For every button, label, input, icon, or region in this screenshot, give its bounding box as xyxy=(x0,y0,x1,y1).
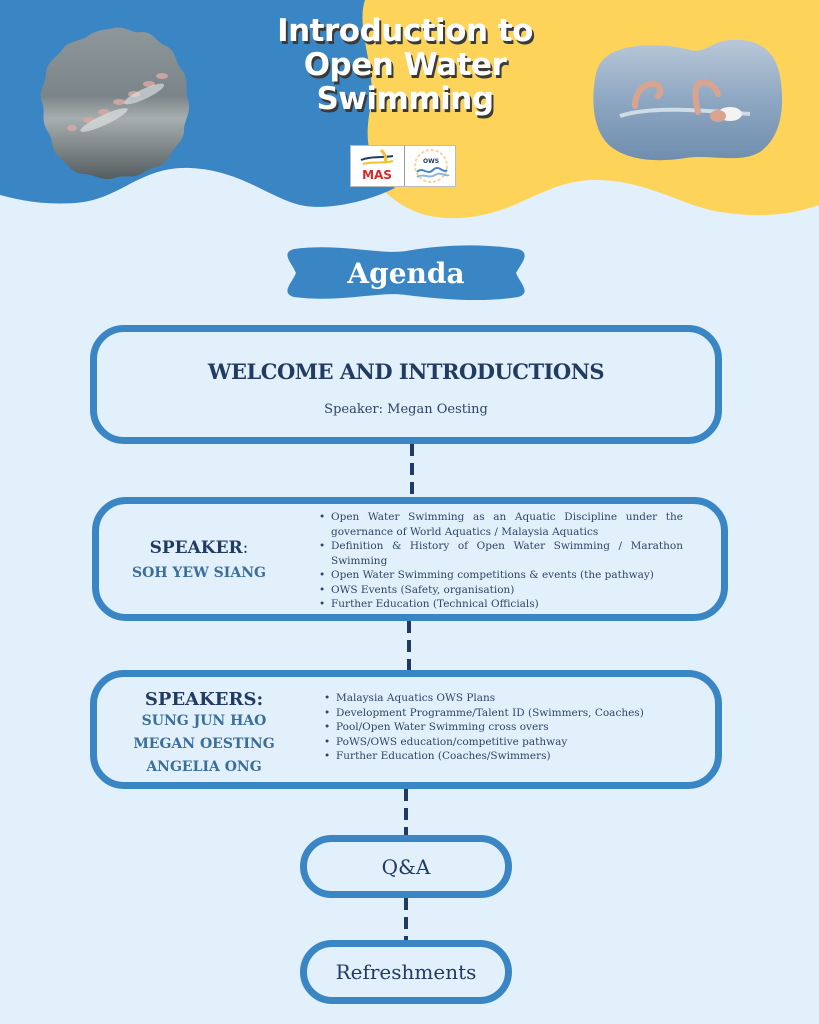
topic-list xyxy=(322,691,712,764)
speaker-name: MEGAN OESTING xyxy=(133,736,275,752)
connector-line xyxy=(404,789,408,835)
session-speaker: Speaker: Megan Oesting xyxy=(324,402,488,417)
topic-list xyxy=(317,510,683,612)
logos-panel xyxy=(350,145,456,187)
topic-item: • OWS Events (Safety, organisation) xyxy=(317,583,683,598)
topic-item: • Malaysia Aquatics OWS Plans xyxy=(322,691,712,706)
topic-item: • Further Education (Technical Officials) xyxy=(317,597,683,612)
qa-session-pill xyxy=(300,835,512,898)
topic-item: • Further Education (Coaches/Swimmers) xyxy=(322,749,712,764)
speaker-name: SOH YEW SIANG xyxy=(132,565,266,581)
connector-line xyxy=(410,444,414,497)
topic-item: • Open Water Swimming competitions & events (the pathway) xyxy=(317,568,683,583)
title-line: Open Water xyxy=(303,47,507,83)
topic-item: • PoWS/OWS education/competitive pathway xyxy=(322,735,712,750)
title-line: Introduction to xyxy=(277,13,533,49)
speaker-block xyxy=(119,538,279,585)
session-2-card xyxy=(90,670,722,789)
speakers-block xyxy=(113,689,295,779)
topic-item: • Open Water Swimming as an Aquatic Discipline under the governance of World Aquatics / Malaysia Aquatics xyxy=(317,510,683,539)
topic-item: • Development Programme/Talent ID (Swimmers, Coaches) xyxy=(322,706,712,721)
speaker-label-text: SPEAKER xyxy=(149,538,243,558)
agenda-heading: Agenda xyxy=(347,256,465,290)
speakers-label: SPEAKERS: xyxy=(144,689,264,710)
ows-logo-text: OWS xyxy=(422,158,440,165)
qa-label: Q&A xyxy=(381,854,431,879)
connector-line xyxy=(404,898,408,940)
topic-item: • Definition & History of Open Water Swimming / Marathon Swimming xyxy=(317,539,683,568)
connector-line xyxy=(407,621,411,670)
agenda-banner xyxy=(280,243,532,303)
refreshments-label: Refreshments xyxy=(335,960,477,984)
speaker-label-colon: : xyxy=(242,538,249,558)
mas-logo xyxy=(351,146,404,186)
swimmer-photo-right xyxy=(590,36,786,164)
speaker-name: ANGELIA ONG xyxy=(146,759,262,775)
session-1-card xyxy=(92,497,728,621)
welcome-session-card xyxy=(90,325,722,444)
session-title: WELCOME AND INTRODUCTIONS xyxy=(207,359,605,384)
speaker-name: SUNG JUN HAO xyxy=(141,713,267,729)
ows-logo xyxy=(404,146,457,186)
refreshments-pill xyxy=(300,940,512,1004)
title-line: Swimming xyxy=(316,81,494,117)
topic-item: • Pool/Open Water Swimming cross overs xyxy=(322,720,712,735)
mas-logo-text: MAS xyxy=(362,168,392,182)
open-water-swimmers-photo-left xyxy=(34,24,194,182)
speaker-label xyxy=(119,538,279,558)
page-title xyxy=(230,14,580,116)
